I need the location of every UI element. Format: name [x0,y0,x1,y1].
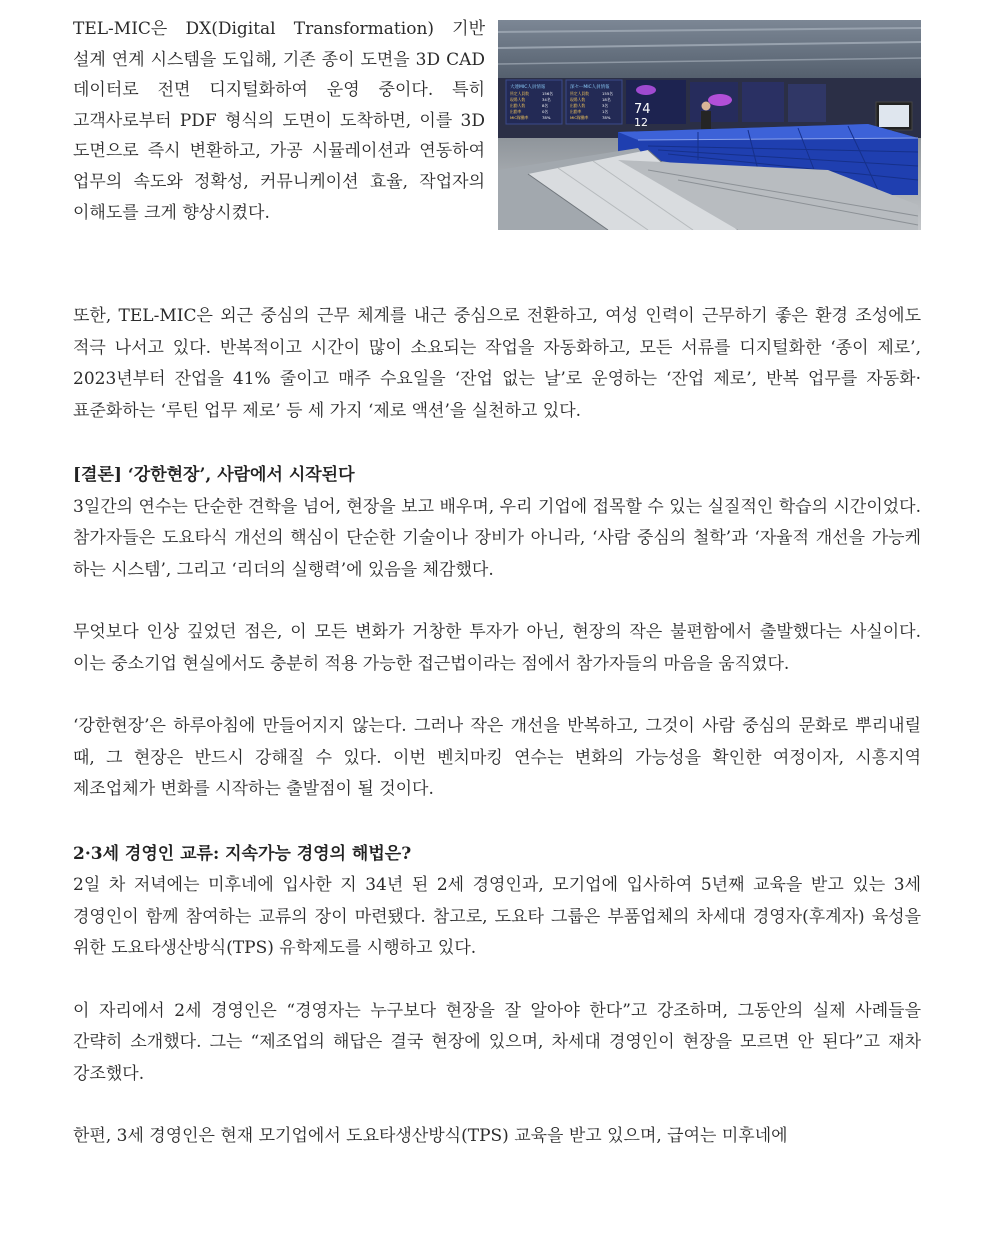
board-mid-value-5: 78% [602,115,611,120]
factory-photo [498,20,921,230]
body-paragraph: ‘강한현장’은 하루아침에 만들어지지 않는다. 그러나 작은 개선을 반복하고, 그것이 사람 중심의 문화로 뿌리내릴 때, 그 현장은 반드시 강해질 수 있다. 이번 벤치마킹 연수는 변화의 가능성을 확인한 여정이자, 시흥지역 제조업체가 변화를 시작하는 출발점이 될 것이다. [73,716,921,799]
board-mid-title: 深セーMIC人員情報 [570,85,610,90]
board-mid-value-2: 18名 [602,97,611,102]
photo-big-number-1: 74 [634,102,651,117]
board-left-value-4: 0名 [542,109,549,114]
board-left-label-1: 所定人員数 [510,91,529,96]
section-heading-exchange: 2·3세 경영인 교류: 지속가능 경영의 해법은? [73,843,412,864]
board-mid-label-3: 出勤人数 [570,103,586,108]
board-left-value-3: 8名 [542,103,549,108]
board-mid-label-2: 現場人数 [570,97,586,102]
board-left-label-4: 出勤率 [510,109,522,114]
board-left-label-2: 現場人数 [510,97,526,102]
intro-paragraph: TEL-MIC은 DX(Digital Transformation) 기반 설계 연계 시스템을 도입해, 기존 종이 도면을 3D CAD 데이터로 전면 디지털화하여 운영 중이다. 특히 고객사로부터 PDF 형식의 도면이 도착하면, 이를 3D 도면으로 즉시 변환하고, 가공 시뮬레이션과 연동하여 업무의 속도와 정확성, 커뮤니케이션 효율, 작업자의 이해도를 크게 향상시켰다. [73,19,485,223]
board-mid-value-1: 155名 [602,91,614,96]
board-mid-label-1: 所定人員数 [570,91,589,96]
body-paragraph: 3일간의 연수는 단순한 견학을 넘어, 현장을 보고 배우며, 우리 기업에 접목할 수 있는 실질적인 학습의 시간이었다. 참가자들은 도요타식 개선의 핵심이 단순한 기술이나 장비가 아니라, ‘사람 중심의 철학’과 ‘자율적 개선을 가능케 하는 시스템’, 그리고 ‘리더의 실행력’에 있음을 체감했다. [73,496,921,580]
board-left-value-2: 34名 [542,97,551,102]
body-paragraph: 이 자리에서 2세 경영인은 “경영자는 누구보다 현장을 잘 알아야 한다”고 강조하며, 그동안의 실제 사례들을 간략히 소개했다. 그는 “제조업의 해답은 결국 현장에 있으며, 차세대 경영인이 현장을 모르면 안 된다”고 재차 강조했다. [73,1000,921,1084]
body-paragraph: 또한, TEL-MIC은 외근 중심의 근무 체계를 내근 중심으로 전환하고, 여성 인력이 근무하기 좋은 환경 조성에도 적극 나서고 있다. 반복적이고 시간이 많이 소요되는 작업을 자동화하고, 모든 서류를 디지털화한 ‘종이 제로’, 2023년부터 잔업을 41% 줄이고 매주 수요일을 ‘잔업 없는 날’로 운영하는 ‘잔업 제로’, 반복 업무를 자동화·표준화하는 ‘루틴 업무 제로’ 등 세 가지 ‘제로 액션’을 실천하고 있다. [73,306,921,421]
board-left-title: 大連MIC人員情報 [510,85,546,90]
body-paragraph: 무엇보다 인상 깊었던 점은, 이 모든 변화가 거창한 투자가 아닌, 현장의 작은 불편함에서 출발했다는 사실이다. 이는 중소기업 현실에서도 충분히 적용 가능한 접근법이라는 점에서 참가자들의 마음을 움직였다. [73,622,921,674]
board-mid-label-4: 出勤率 [570,109,582,114]
board-mid-value-3: 3名 [602,103,609,108]
intro-block [73,14,921,269]
board-mid-value-4: 1名 [602,109,609,114]
board-left-value-5: 78% [542,115,551,120]
photo-big-number-2: 12 [634,116,648,129]
body-paragraph: 한편, 3세 경영인은 현재 모기업에서 도요타생산방식(TPS) 교육을 받고 있으며, 급여는 미후네에 [73,1126,788,1146]
board-left-label-5: MIC稼働率 [510,115,529,120]
board-left-value-1: 156名 [542,91,554,96]
article-page [73,14,921,1153]
section-heading-conclusion: [결론] ‘강한현장’, 사람에서 시작된다 [73,465,355,485]
board-left-label-3: 出勤人数 [510,103,526,108]
body-paragraph: 2일 차 저녁에는 미후네에 입사한 지 34년 된 2세 경영인과, 모기업에 입사하여 5년째 교육을 받고 있는 3세 경영인이 함께 참여하는 교류의 장이 마련됐다. 참고로, 도요타 그룹은 부품업체의 차세대 경영자(후계자) 육성을 위한 도요타생산방식(TPS) 유학제도를 시행하고 있다. [73,875,921,958]
board-mid-label-5: MIC稼働率 [570,115,589,120]
